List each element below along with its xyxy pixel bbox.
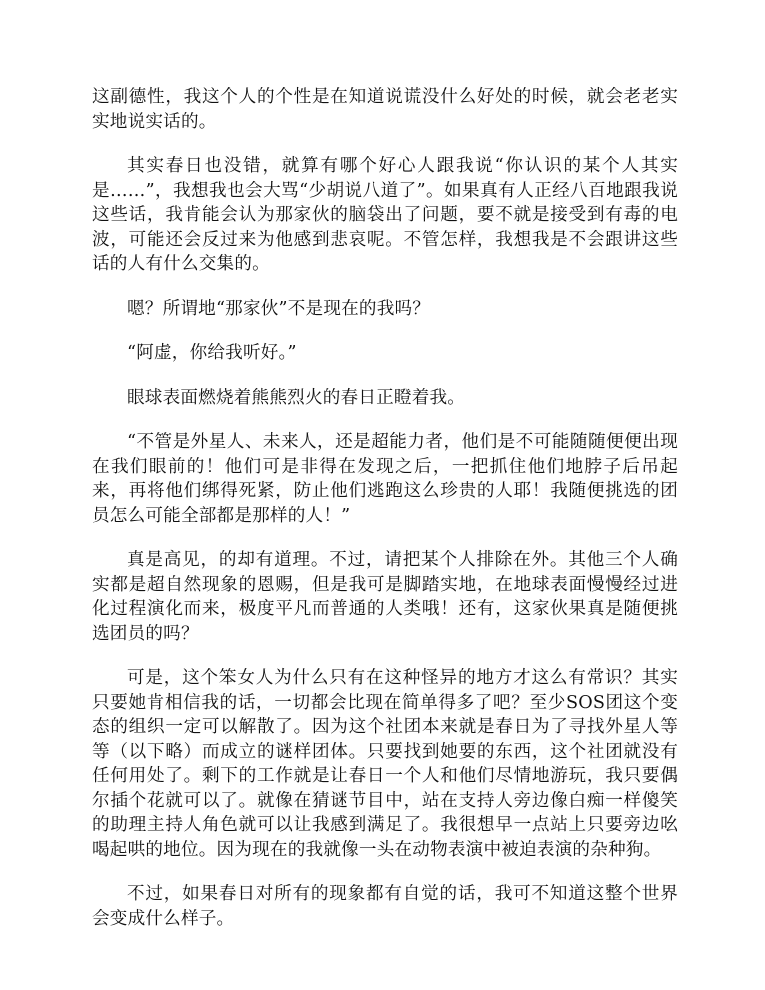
paragraph-8: 可是，这个笨女人为什么只有在这种怪异的地方才这么有常识？其实只要她肯相信我的话，一切都会比现在简单得多了吧？至少SOS团这个变态的组织一定可以解散了。因为这个社团本来就是春日为了寻找外星人等等（以下略）而成立的谜样团体。只要找到她要的东西，这个社团就没有任何用处了。剩下的工作就是让春日一个人和他们尽情地游玩，我只要偶尔插个花就可以了。就像在猜谜节目中，站在支持人旁边像白痴一样傻笑的助理主持人角色就可以让我感到满足了。我很想早一点站上只要旁边吆喝起哄的地位。因为现在的我就像一头在动物表演中被迫表演的杂种狗。 [92, 668, 678, 860]
paragraph-9: 不过，如果春日对所有的现象都有自觉的话，我可不知道这整个世界会变成什么样子。 [92, 884, 678, 929]
paragraph-6: “不管是外星人、未来人，还是超能力者，他们是不可能随随便便出现在我们眼前的！他们可是非得在发现之后，一把抓住他们地脖子后吊起来，再将他们绑得死紧，防止他们逃跑这么珍贵的人耶！我随便挑选的团员怎么可能全部都是那样的人！” [92, 432, 678, 526]
paragraph-3: 嗯？所谓地“那家伙”不是现在的我吗？ [127, 298, 431, 319]
document-page [92, 85, 678, 951]
paragraph-5: 眼球表面燃烧着熊熊烈火的春日正瞪着我。 [127, 387, 466, 408]
paragraph-1: 这副德性，我这个人的个性是在知道说谎没什么好处的时候，就会老老实实地说实话的。 [92, 87, 678, 132]
paragraph-7: 真是高见，的却有道理。不过，请把某个人排除在外。其他三个人确实都是超自然现象的恩赐，但是我可是脚踏实地，在地球表面慢慢经过进化过程演化而来，极度平凡而普通的人类哦！还有，这家伙果真是随便挑选团员的吗？ [92, 550, 678, 644]
paragraph-4: “阿虚，你给我听好。” [127, 343, 297, 363]
paragraph-2: 其实春日也没错，就算有哪个好心人跟我说“你认识的某个人其实是……”，我想我也会大骂“少胡说八道了”。如果真有人正经八百地跟我说这些话，我肯能会认为那家伙的脑袋出了问题，要不就是接受到有毒的电波，可能还会反过来为他感到悲哀呢。不管怎样，我想我是不会跟讲这些话的人有什么交集的。 [92, 156, 678, 274]
